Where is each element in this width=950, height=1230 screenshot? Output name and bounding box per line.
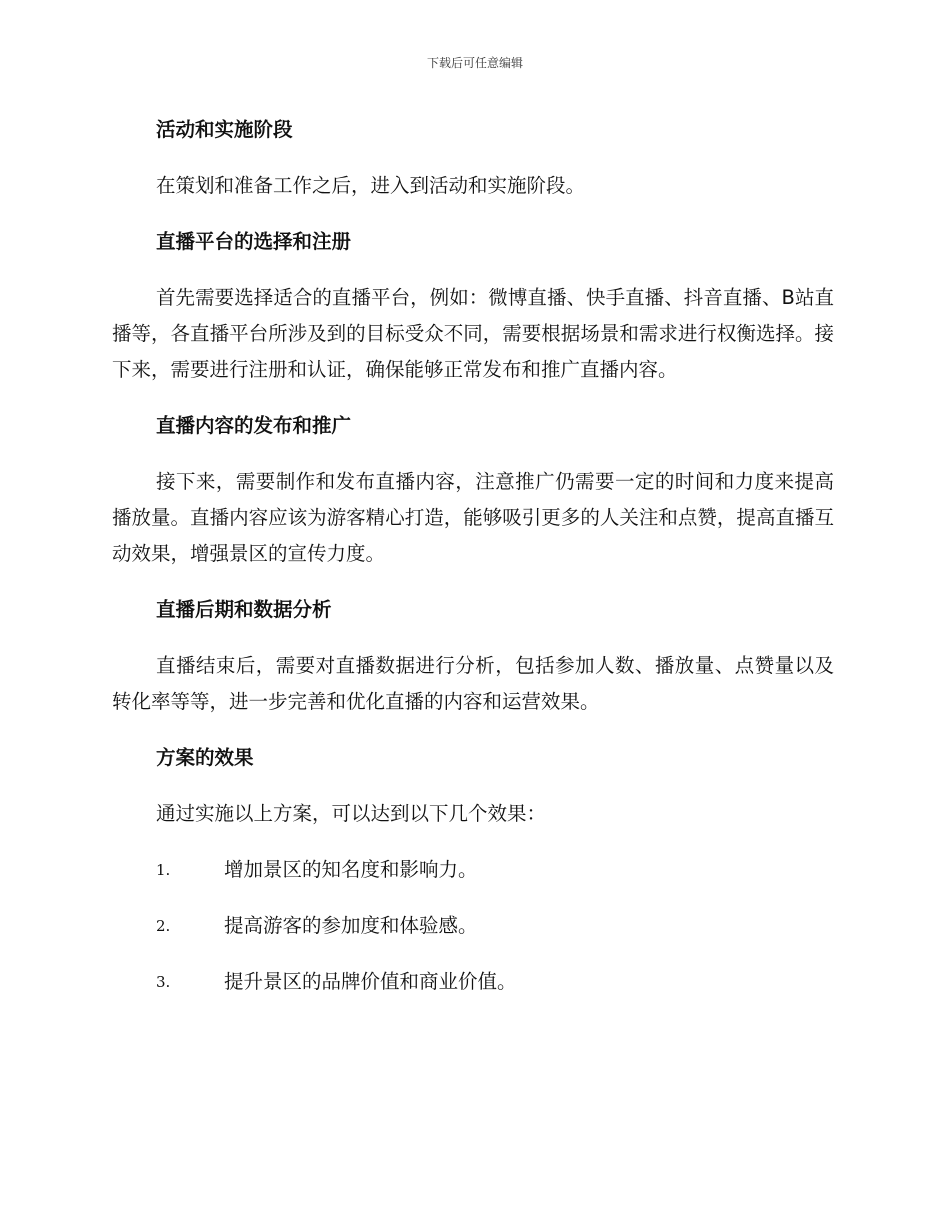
list-item xyxy=(112,852,834,888)
section-paragraph: 首先需要选择适合的直播平台，例如：微博直播、快手直播、抖音直播、B站直播等，各直播平台所涉及到的目标受众不同，需要根据场景和需求进行权衡选择。接下来，需要进行注册和认证，确保能够正常发布和推广直播内容。 xyxy=(112,286,834,381)
list-item-number: 3. xyxy=(156,973,171,991)
section-heading: 直播平台的选择和注册 xyxy=(156,230,352,253)
section-heading: 直播后期和数据分析 xyxy=(156,598,332,621)
section-paragraph: 直播结束后，需要对直播数据进行分析，包括参加人数、播放量、点赞量以及转化率等等，进一步完善和优化直播的内容和运营效果。 xyxy=(112,654,834,713)
list-item-text: 增加景区的知名度和影响力。 xyxy=(224,858,478,881)
effects-list xyxy=(112,852,834,1000)
list-item-number: 2. xyxy=(156,917,171,935)
list-item-number: 1. xyxy=(156,861,171,879)
section-paragraph: 在策划和准备工作之后，进入到活动和实施阶段。 xyxy=(156,174,586,197)
section-heading: 活动和实施阶段 xyxy=(156,118,293,141)
list-item-text: 提高游客的参加度和体验感。 xyxy=(224,914,478,937)
section-paragraph: 通过实施以上方案，可以达到以下几个效果： xyxy=(156,802,547,825)
document-body xyxy=(112,112,834,1020)
list-item xyxy=(112,964,834,1000)
section-paragraph: 接下来，需要制作和发布直播内容，注意推广仍需要一定的时间和力度来提高播放量。直播内容应该为游客精心打造，能够吸引更多的人关注和点赞，提高直播互动效果，增强景区的宣传力度。 xyxy=(112,470,834,565)
list-item xyxy=(112,908,834,944)
section-heading: 直播内容的发布和推广 xyxy=(156,414,352,437)
list-item-text: 提升景区的品牌价值和商业价值。 xyxy=(224,970,517,993)
page-header: 下载后可任意编辑 xyxy=(426,56,523,70)
section-heading: 方案的效果 xyxy=(156,746,254,769)
